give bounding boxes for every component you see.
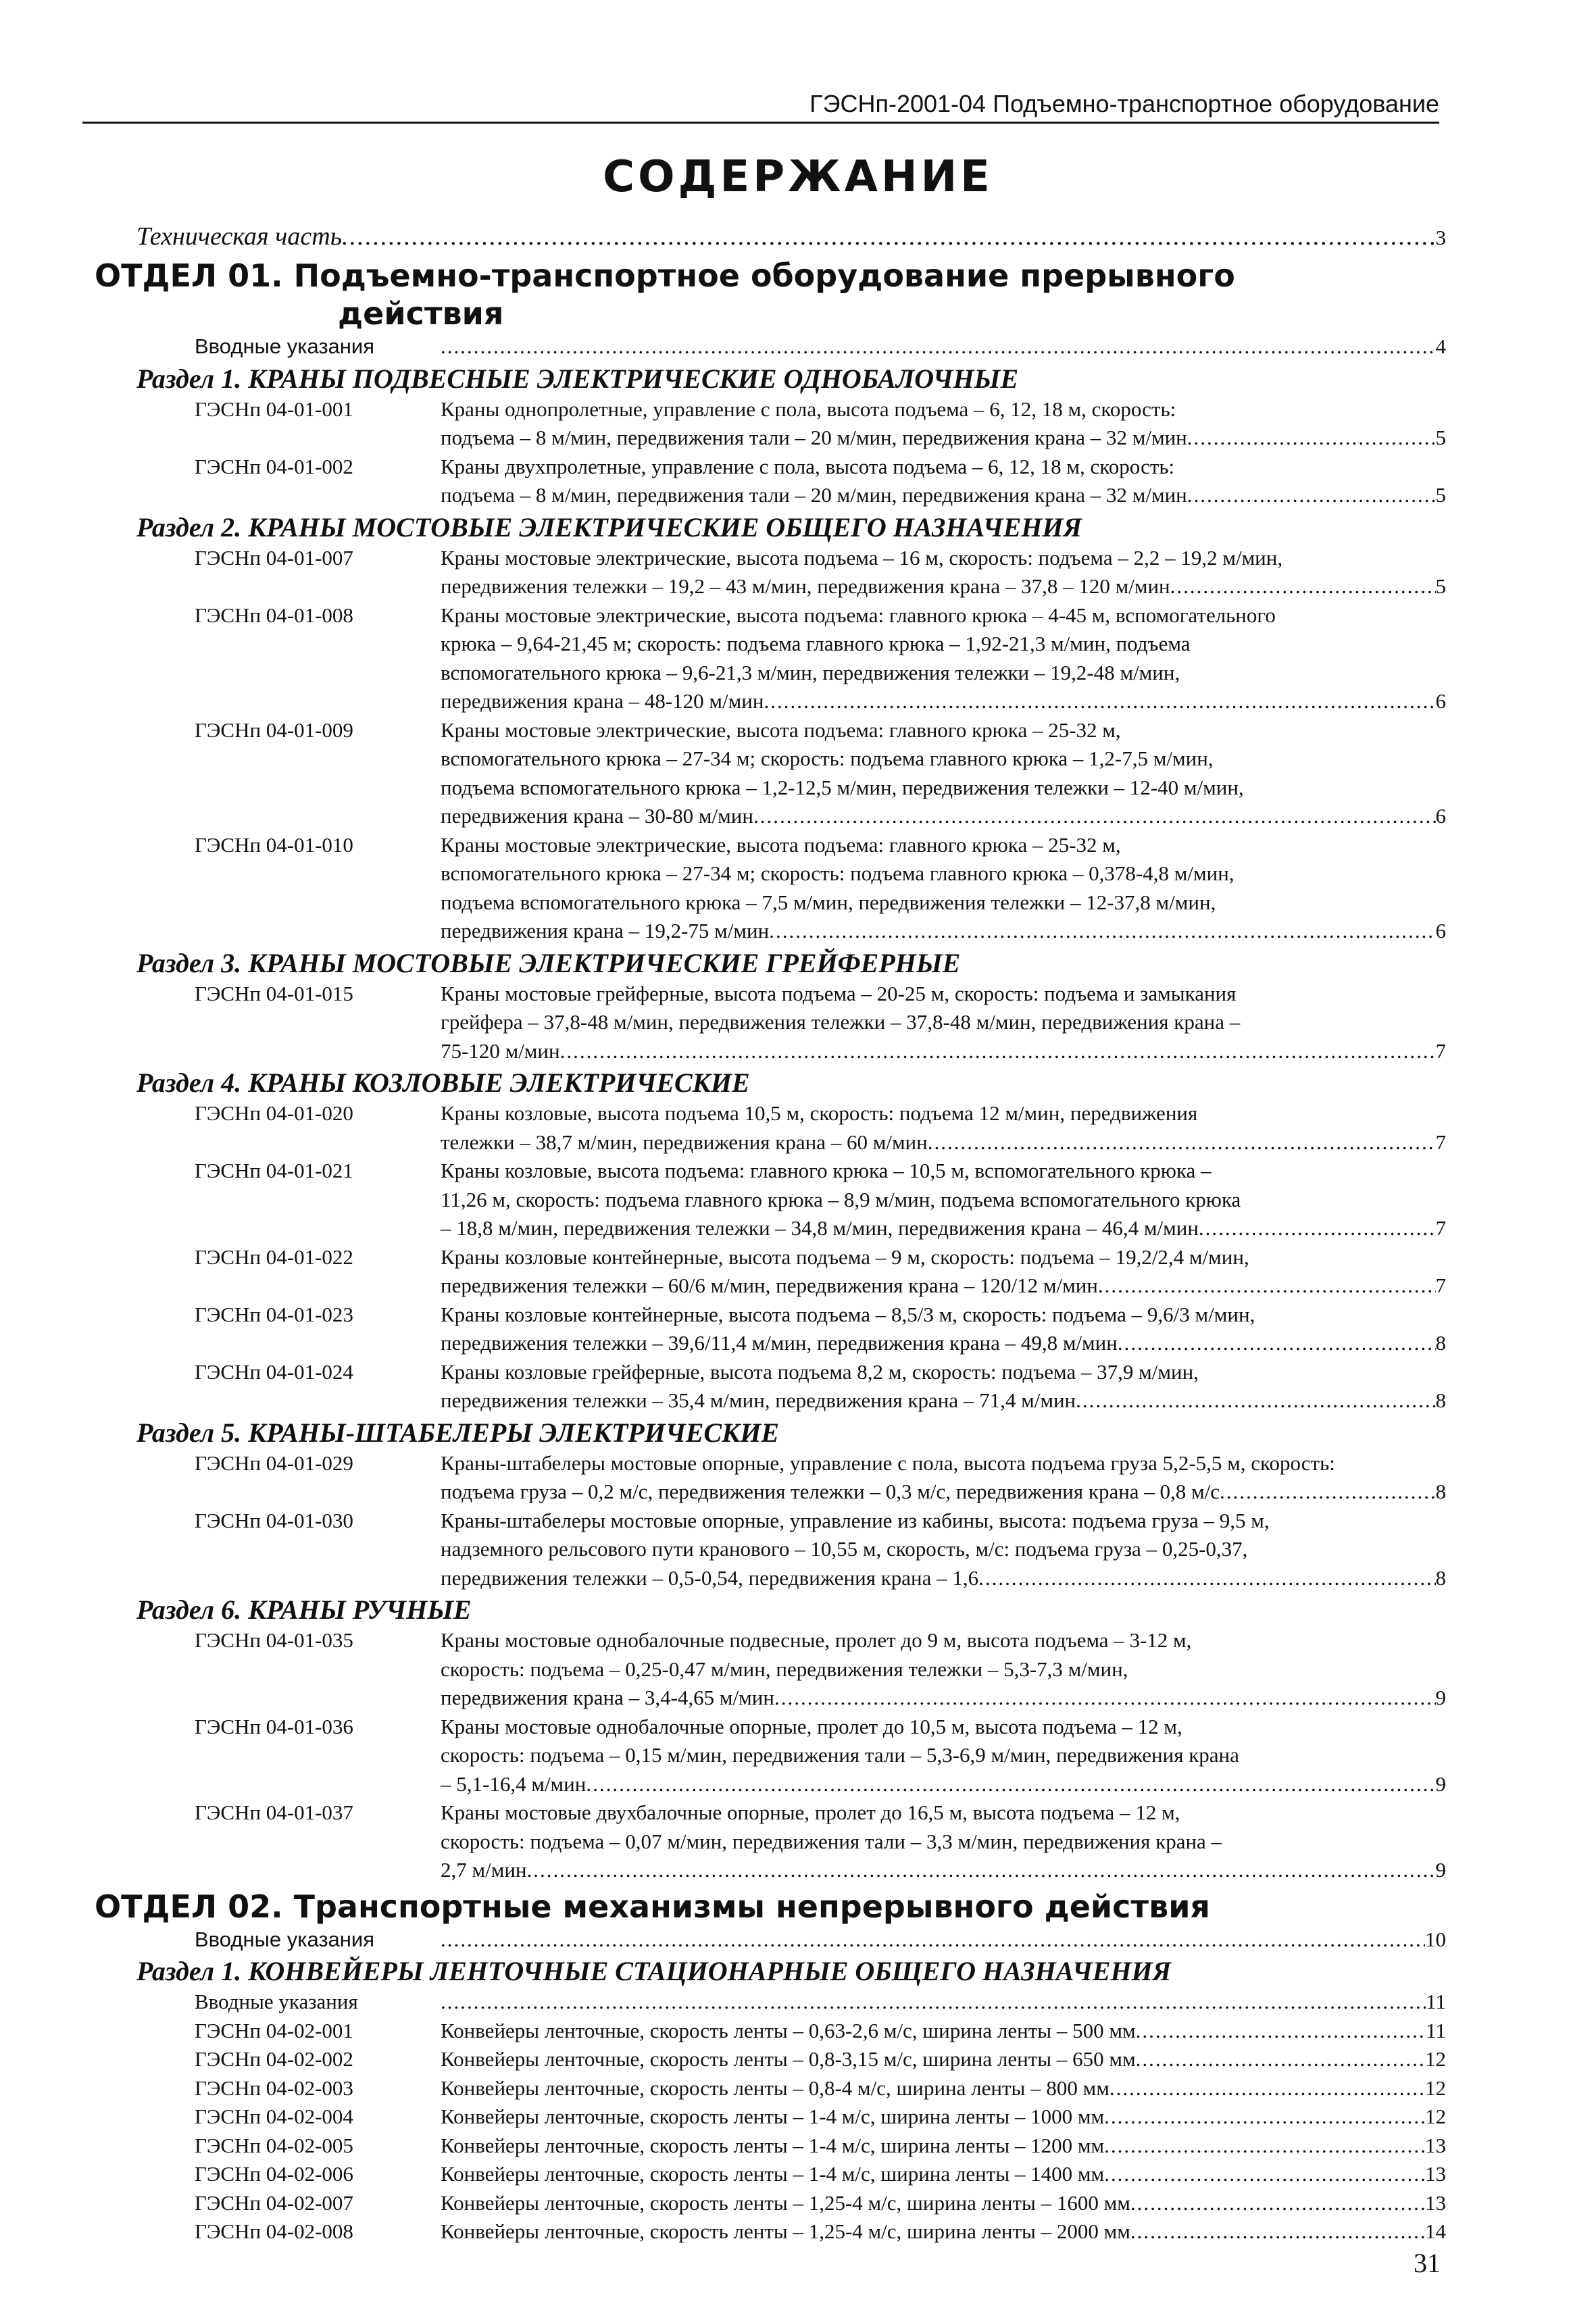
description-line: Краны мостовые двухбалочные опорные, пролет до 16,5 м, высота подъема – 12 м, bbox=[441, 1801, 1180, 1824]
toc-entry-intro[interactable] bbox=[95, 332, 1446, 361]
description-line: скорость: подъема – 0,25-0,47 м/мин, передвижения тележки – 5,3-7,3 м/мин, bbox=[441, 1657, 1128, 1681]
entry-description bbox=[441, 2160, 1446, 2189]
leader-dots bbox=[1170, 572, 1436, 601]
toc-page-number: 9 bbox=[1435, 1686, 1446, 1709]
toc-entry[interactable] bbox=[95, 2103, 1446, 2132]
leader-dots bbox=[1104, 2132, 1425, 2161]
leader-dots bbox=[586, 1770, 1435, 1799]
leader-dots bbox=[527, 1856, 1436, 1885]
description-line: Конвейеры ленточные, скорость ленты – 0,8-3,15 м/с, ширина ленты – 650 мм bbox=[441, 2047, 1136, 2071]
description-line: – 5,1-16,4 м/мин bbox=[441, 1771, 587, 1796]
page-number: 31 bbox=[1414, 2248, 1441, 2278]
section-heading: Раздел 6. КРАНЫ РУЧНЫЕ bbox=[136, 1594, 472, 1625]
section-heading: Раздел 1. КОНВЕЙЕРЫ ЛЕНТОЧНЫЕ СТАЦИОНАРНЫЕ ОБЩЕГО НАЗНАЧЕНИЯ bbox=[136, 1956, 1172, 1986]
description-line: Краны мостовые электрические, высота подъема: главного крюка – 4-45 м, вспомогательного bbox=[441, 603, 1276, 627]
description-line: 11,26 м, скорость: подъема главного крюка – 8,9 м/мин, подъема вспомогательного крюка bbox=[441, 1187, 1241, 1211]
entry-description bbox=[441, 2017, 1446, 2046]
leader-dots bbox=[1076, 1386, 1435, 1415]
toc-entry[interactable] bbox=[95, 2017, 1446, 2046]
otdel-1-title-line1: ОТДЕЛ 01. Подъемно-транспортное оборудование прерывного bbox=[95, 257, 1235, 294]
leader-dots bbox=[753, 802, 1436, 831]
norm-code: ГЭСНп 04-01-036 bbox=[195, 1714, 353, 1738]
entry-description bbox=[441, 2074, 1446, 2103]
description-line: скорость: подъема – 0,15 м/мин, передвижения тали – 5,3-6,9 м/мин, передвижения крана bbox=[441, 1743, 1239, 1767]
norm-code: ГЭСНп 04-02-006 bbox=[195, 2162, 353, 2186]
description-line: подъема вспомогательного крюка – 1,2-12,5 м/мин, передвижения тележки – 12-40 м/мин, bbox=[441, 775, 1244, 799]
toc-entry[interactable] bbox=[95, 1157, 1446, 1243]
section-heading: Раздел 2. КРАНЫ МОСТОВЫЕ ЭЛЕКТРИЧЕСКИЕ ОБЩЕГО НАЗНАЧЕНИЯ bbox=[136, 511, 1082, 543]
description-line: – 18,8 м/мин, передвижения тележки – 34,8 м/мин, передвижения крана – 46,4 м/мин bbox=[441, 1216, 1199, 1240]
norm-code: ГЭСНп 04-01-002 bbox=[195, 454, 353, 478]
toc-entry[interactable] bbox=[95, 2132, 1446, 2161]
toc-page-number: 12 bbox=[1425, 2047, 1446, 2071]
leader-dots bbox=[928, 1128, 1436, 1157]
entry-description bbox=[441, 2217, 1446, 2246]
description-line: крюка – 9,64-21,45 м; скорость: подъема главного крюка – 1,92-21,3 м/мин, подъема bbox=[441, 632, 1191, 655]
description-line: Краны однопролетные, управление с пола, высота подъема – 6, 12, 18 м, скорость: bbox=[441, 397, 1176, 421]
toc-page-number: 7 bbox=[1435, 1130, 1446, 1154]
description-line: Конвейеры ленточные, скорость ленты – 1,25-4 м/с, ширина ленты – 1600 мм bbox=[441, 2190, 1130, 2215]
toc-entry[interactable] bbox=[95, 1099, 1446, 1157]
toc-entry[interactable] bbox=[95, 1301, 1446, 1358]
description-line: скорость: подъема – 0,07 м/мин, передвижения тали – 3,3 м/мин, передвижения крана – bbox=[441, 1829, 1222, 1853]
description-line: 75-120 м/мин bbox=[441, 1038, 560, 1063]
toc-entry[interactable] bbox=[95, 831, 1446, 946]
toc-page-number: 13 bbox=[1425, 2190, 1446, 2215]
leader-dots bbox=[1104, 2160, 1425, 2189]
otdel-1-sections bbox=[95, 363, 1446, 1885]
entry-description bbox=[441, 1157, 1446, 1243]
leader-dots bbox=[1109, 2074, 1425, 2103]
norm-code: ГЭСНп 04-02-001 bbox=[195, 2018, 353, 2042]
toc-page-number: 5 bbox=[1435, 574, 1446, 598]
otdel-2-entries bbox=[95, 2017, 1446, 2246]
toc-entry-label: Вводные указания bbox=[195, 1927, 375, 1951]
description-line: Конвейеры ленточные, скорость ленты – 0,63-2,6 м/с, ширина ленты – 500 мм bbox=[441, 2018, 1136, 2042]
norm-code: ГЭСНп 04-01-007 bbox=[195, 545, 353, 570]
entry-description bbox=[441, 2132, 1446, 2161]
entry-description bbox=[441, 1799, 1446, 1885]
description-line: грейфера – 37,8-48 м/мин, передвижения тележки – 37,8-48 м/мин, передвижения крана – bbox=[441, 1010, 1241, 1034]
norm-code: ГЭСНп 04-01-023 bbox=[195, 1302, 353, 1326]
section-heading: Раздел 1. КРАНЫ ПОДВЕСНЫЕ ЭЛЕКТРИЧЕСКИЕ ОДНОБАЛОЧНЫЕ bbox=[136, 363, 1019, 394]
description-line: Краны-штабелеры мостовые опорные, управление из кабины, высота: подъема груза – 9,5 м, bbox=[441, 1508, 1270, 1532]
leader-dots bbox=[441, 332, 1436, 361]
toc-entry-intro[interactable] bbox=[95, 1926, 1446, 1955]
entry-description bbox=[441, 1626, 1446, 1713]
norm-code: ГЭСНп 04-01-008 bbox=[195, 603, 353, 627]
leader-dots bbox=[441, 1926, 1425, 1955]
description-line: Краны козловые контейнерные, высота подъема – 8,5/3 м, скорость: подъема – 9,6/3 м/мин, bbox=[441, 1302, 1255, 1326]
toc-page-number: 13 bbox=[1425, 2162, 1446, 2186]
leader-dots bbox=[1187, 481, 1436, 510]
norm-code: ГЭСНп 04-01-009 bbox=[195, 718, 353, 742]
toc-page-number: 8 bbox=[1435, 1565, 1446, 1590]
norm-code: ГЭСНп 04-02-004 bbox=[195, 2105, 353, 2128]
description-line: подъема вспомогательного крюка – 7,5 м/мин, передвижения тележки – 12-37,8 м/мин, bbox=[441, 890, 1216, 914]
entry-description bbox=[441, 2045, 1446, 2074]
entry-description bbox=[441, 1358, 1446, 1415]
toc-entry[interactable] bbox=[95, 1799, 1446, 1885]
description-line: Краны мостовые электрические, высота подъема: главного крюка – 25-32 м, bbox=[441, 718, 1121, 742]
toc-entry[interactable] bbox=[95, 601, 1446, 716]
description-line: подъема – 8 м/мин, передвижения тали – 20 м/мин, передвижения крана – 32 м/мин bbox=[441, 483, 1187, 507]
description-line: передвижения крана – 19,2-75 м/мин bbox=[441, 919, 770, 942]
description-line: Краны мостовые электрические, высота подъема – 16 м, скорость: подъема – 2,2 – 19,2 м/мин, bbox=[441, 545, 1283, 570]
section-heading: Раздел 3. КРАНЫ МОСТОВЫЕ ЭЛЕКТРИЧЕСКИЕ ГРЕЙФЕРНЫЕ bbox=[136, 947, 961, 978]
norm-code: ГЭСНп 04-02-005 bbox=[195, 2133, 353, 2157]
toc-page-number: 14 bbox=[1425, 2219, 1446, 2243]
entry-description bbox=[441, 544, 1446, 601]
norm-code: ГЭСНп 04-01-037 bbox=[195, 1801, 353, 1824]
toc-entry[interactable] bbox=[95, 2160, 1446, 2189]
norm-code: ГЭСНп 04-01-015 bbox=[195, 981, 353, 1005]
description-line: передвижения крана – 48-120 м/мин bbox=[441, 689, 764, 713]
leader-dots bbox=[1104, 2103, 1425, 2132]
description-line: передвижения тележки – 60/6 м/мин, передвижения крана – 120/12 м/мин bbox=[441, 1274, 1098, 1297]
toc-page-number: 12 bbox=[1425, 2105, 1446, 2128]
description-line: Краны козловые грейферные, высота подъема 8,2 м, скорость: подъема – 37,9 м/мин, bbox=[441, 1359, 1199, 1384]
toc-entry[interactable] bbox=[95, 1507, 1446, 1593]
toc-page-number: 9 bbox=[1435, 1771, 1446, 1796]
toc-page-number: 7 bbox=[1435, 1274, 1446, 1297]
description-line: Краны козловые контейнерные, высота подъема – 9 м, скорость: подъема – 19,2/2,4 м/мин, bbox=[441, 1244, 1249, 1269]
page-title: СОДЕРЖАНИЕ bbox=[603, 152, 993, 202]
description-line: Конвейеры ленточные, скорость ленты – 1-4 м/с, ширина ленты – 1400 мм bbox=[441, 2162, 1105, 2186]
section-heading: Раздел 4. КРАНЫ КОЗЛОВЫЕ ЭЛЕКТРИЧЕСКИЕ bbox=[136, 1067, 750, 1098]
toc-entry-tech-part[interactable] bbox=[95, 222, 1446, 255]
entry-description bbox=[441, 395, 1446, 453]
description-line: передвижения крана – 3,4-4,65 м/мин bbox=[441, 1686, 774, 1709]
toc-entry[interactable] bbox=[95, 716, 1446, 831]
entry-description bbox=[441, 831, 1446, 946]
entry-description bbox=[441, 453, 1446, 510]
description-line: передвижения тележки – 0,5-0,54, передвижения крана – 1,6 bbox=[441, 1565, 979, 1590]
otdel-1-heading bbox=[95, 257, 1446, 332]
norm-code: ГЭСНп 04-01-029 bbox=[195, 1451, 353, 1475]
description-line: Краны мостовые грейферные, высота подъема – 20-25 м, скорость: подъема и замыкания bbox=[441, 981, 1237, 1005]
entry-description bbox=[441, 601, 1446, 716]
toc bbox=[95, 222, 1446, 2246]
toc-page-number: 4 bbox=[1435, 334, 1446, 358]
norm-code: ГЭСНп 04-02-007 bbox=[195, 2190, 353, 2215]
leader-dots bbox=[769, 917, 1435, 946]
description-line: вспомогательного крюка – 27-34 м; скорость: подъема главного крюка – 0,378-4,8 м/мин, bbox=[441, 861, 1235, 885]
toc-page-number: 13 bbox=[1425, 2133, 1446, 2157]
otdel-1-title-line2: действия bbox=[338, 295, 504, 332]
toc-entry[interactable] bbox=[95, 544, 1446, 601]
description-line: подъема груза – 0,2 м/с, передвижения тележки – 0,3 м/с, передвижения крана – 0,8 м/с bbox=[441, 1480, 1220, 1503]
description-line: Конвейеры ленточные, скорость ленты – 1-4 м/с, ширина ленты – 1200 мм bbox=[441, 2133, 1105, 2157]
entry-description bbox=[441, 2189, 1446, 2218]
otdel-2-heading: ОТДЕЛ 02. Транспортные механизмы непрерывного действия bbox=[95, 1888, 1210, 1925]
toc-entry-label: Техническая часть bbox=[136, 222, 342, 251]
running-header: ГЭСНп-2001-04 Подъемно-транспортное оборудование bbox=[82, 86, 1439, 124]
toc-page-number: 7 bbox=[1435, 1038, 1446, 1063]
toc-entry-label: Вводные указания bbox=[195, 1990, 358, 2013]
leader-dots bbox=[441, 1988, 1426, 2017]
toc-page-number: 12 bbox=[1425, 2076, 1446, 2100]
toc-entry[interactable] bbox=[95, 1358, 1446, 1415]
toc-page-number: 9 bbox=[1435, 1858, 1446, 1882]
toc-page-number: 3 bbox=[1435, 226, 1446, 249]
leader-dots bbox=[1220, 1478, 1435, 1507]
description-line: подъема – 8 м/мин, передвижения тали – 20 м/мин, передвижения крана – 32 м/мин bbox=[441, 426, 1187, 449]
description-line: Конвейеры ленточные, скорость ленты – 0,8-4 м/с, ширина ленты – 800 мм bbox=[441, 2076, 1109, 2100]
leader-dots bbox=[1136, 2045, 1425, 2074]
toc-page-number: 6 bbox=[1435, 919, 1446, 942]
norm-code: ГЭСНп 04-01-022 bbox=[195, 1244, 353, 1269]
leader-dots bbox=[1187, 424, 1436, 453]
description-line: передвижения крана – 30-80 м/мин bbox=[441, 804, 753, 828]
leader-dots bbox=[1130, 2189, 1425, 2218]
description-line: Краны-штабелеры мостовые опорные, управление с пола, высота подъема груза 5,2-5,5 м, скорость: bbox=[441, 1451, 1335, 1475]
entry-description bbox=[441, 1301, 1446, 1358]
toc-page-number: 10 bbox=[1425, 1927, 1446, 1951]
toc-page-number: 7 bbox=[1435, 1216, 1446, 1240]
description-line: передвижения тележки – 39,6/11,4 м/мин, передвижения крана – 49,8 м/мин bbox=[441, 1331, 1118, 1355]
norm-code: ГЭСНп 04-01-030 bbox=[195, 1508, 353, 1532]
toc-page-number: 6 bbox=[1435, 804, 1446, 828]
leader-dots bbox=[1199, 1214, 1436, 1243]
norm-code: ГЭСНп 04-02-008 bbox=[195, 2219, 353, 2243]
entry-description bbox=[441, 1243, 1446, 1301]
leader-dots bbox=[560, 1037, 1436, 1066]
description-line: Краны мостовые электрические, высота подъема: главного крюка – 25-32 м, bbox=[441, 832, 1121, 857]
norm-code: ГЭСНп 04-01-021 bbox=[195, 1159, 353, 1182]
entry-description bbox=[441, 2103, 1446, 2132]
description-line: Краны мостовые однобалочные подвесные, пролет до 9 м, высота подъема – 3-12 м, bbox=[441, 1628, 1192, 1652]
toc-entry[interactable] bbox=[95, 453, 1446, 510]
section-heading: Раздел 5. КРАНЫ-ШТАБЕЛЕРЫ ЭЛЕКТРИЧЕСКИЕ bbox=[136, 1417, 780, 1448]
norm-code: ГЭСНп 04-01-024 bbox=[195, 1359, 353, 1384]
leader-dots bbox=[978, 1564, 1435, 1593]
leader-dots bbox=[1136, 2017, 1426, 2046]
toc-entry[interactable] bbox=[95, 395, 1446, 453]
description-line: Краны козловые, высота подъема: главного крюка – 10,5 м, вспомогательного крюка – bbox=[441, 1159, 1212, 1182]
description-line: тележки – 38,7 м/мин, передвижения крана – 60 м/мин bbox=[441, 1130, 928, 1154]
toc-entry[interactable] bbox=[95, 2074, 1446, 2103]
leader-dots bbox=[1118, 1329, 1436, 1358]
leader-dots bbox=[774, 1684, 1436, 1713]
description-line: Краны двухпролетные, управление с пола, высота подъема – 6, 12, 18 м, скорость: bbox=[441, 454, 1175, 478]
toc-page-number: 8 bbox=[1435, 1388, 1446, 1412]
toc-entry[interactable] bbox=[95, 1243, 1446, 1301]
toc-entry[interactable] bbox=[95, 1713, 1446, 1799]
description-line: Конвейеры ленточные, скорость ленты – 1,25-4 м/с, ширина ленты – 2000 мм bbox=[441, 2219, 1130, 2243]
norm-code: ГЭСНп 04-01-001 bbox=[195, 397, 353, 421]
toc-entry[interactable] bbox=[95, 2189, 1446, 2218]
description-line: Краны мостовые однобалочные опорные, пролет до 10,5 м, высота подъема – 12 м, bbox=[441, 1714, 1182, 1738]
norm-code: ГЭСНп 04-01-035 bbox=[195, 1628, 353, 1652]
entry-description bbox=[441, 716, 1446, 831]
toc-entry[interactable] bbox=[95, 1626, 1446, 1713]
norm-code: ГЭСНп 04-01-010 bbox=[195, 832, 353, 857]
toc-page-number: 5 bbox=[1435, 483, 1446, 507]
toc-entry[interactable] bbox=[95, 1449, 1446, 1507]
leader-dots bbox=[1098, 1272, 1436, 1301]
leader-dots bbox=[764, 687, 1435, 716]
toc-page-number: 8 bbox=[1435, 1480, 1446, 1503]
description-line: Конвейеры ленточные, скорость ленты – 1-4 м/с, ширина ленты – 1000 мм bbox=[441, 2105, 1105, 2128]
description-line: надземного рельсового пути кранового – 10,55 м, скорость, м/с: подъема груза – 0,25-0,37, bbox=[441, 1537, 1248, 1561]
toc-entry[interactable] bbox=[95, 2045, 1446, 2074]
toc-page-number: 8 bbox=[1435, 1331, 1446, 1355]
description-line: вспомогательного крюка – 27-34 м; скорость: подъема главного крюка – 1,2-7,5 м/мин, bbox=[441, 747, 1214, 770]
toc-page-number: 11 bbox=[1426, 1990, 1446, 2013]
toc-page-number: 11 bbox=[1426, 2018, 1446, 2042]
toc-entry-label: Вводные указания bbox=[195, 334, 375, 358]
description-line: вспомогательного крюка – 9,6-21,3 м/мин, передвижения тележки – 19,2-48 м/мин, bbox=[441, 660, 1180, 684]
entry-description bbox=[441, 1099, 1446, 1157]
toc-page-number: 6 bbox=[1435, 689, 1446, 713]
toc-page-number: 5 bbox=[1435, 426, 1446, 449]
description-line: Краны козловые, высота подъема 10,5 м, скорость: подъема 12 м/мин, передвижения bbox=[441, 1101, 1198, 1125]
norm-code: ГЭСНп 04-02-002 bbox=[195, 2047, 353, 2071]
description-line: 2,7 м/мин bbox=[441, 1858, 527, 1882]
entry-description bbox=[441, 1713, 1446, 1799]
toc-entry-intro[interactable] bbox=[95, 1988, 1446, 2017]
entry-description bbox=[441, 1507, 1446, 1593]
entry-description bbox=[441, 1449, 1446, 1507]
description-line: передвижения тележки – 19,2 – 43 м/мин, передвижения крана – 37,8 – 120 м/мин bbox=[441, 574, 1170, 598]
description-line: передвижения тележки – 35,4 м/мин, передвижения крана – 71,4 м/мин bbox=[441, 1388, 1076, 1412]
leader-dots bbox=[342, 222, 1436, 251]
norm-code: ГЭСНп 04-02-003 bbox=[195, 2076, 353, 2100]
norm-code: ГЭСНп 04-01-020 bbox=[195, 1101, 353, 1125]
toc-entry[interactable] bbox=[95, 980, 1446, 1066]
leader-dots bbox=[1130, 2217, 1425, 2246]
toc-entry[interactable] bbox=[95, 2217, 1446, 2246]
entry-description bbox=[441, 980, 1446, 1066]
